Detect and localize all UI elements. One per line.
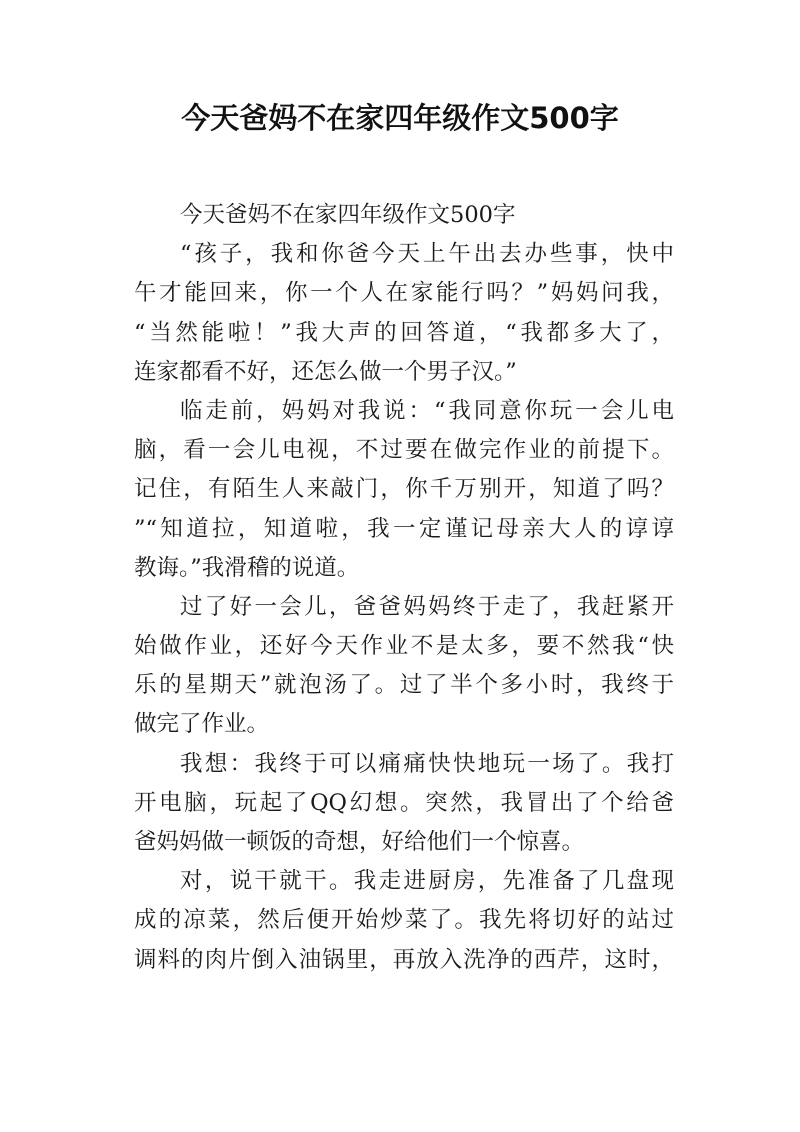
text-line: 做完了作业。 [134, 711, 270, 738]
text-line: 临走前，妈妈对我说：“我同意你玩一会儿电 [180, 397, 674, 424]
text-line: 我想：我终于可以痛痛快快地玩一场了。我打 [180, 750, 674, 777]
text-line: ”“知道拉，知道啦，我一定谨记母亲大人的谆谆 [134, 515, 674, 542]
text-line: 成的凉菜，然后便开始炒菜了。我先将切好的站过 [134, 907, 674, 934]
text-line: 教诲。”我滑稽的说道。 [134, 554, 360, 581]
text-line: 记住，有陌生人来敲门，你千万别开，知道了吗？ [134, 476, 674, 503]
text-line: 乐的星期天”就泡汤了。过了半个多小时，我终于 [134, 672, 674, 699]
text-line: 今天爸妈不在家四年级作文500字 [180, 202, 516, 228]
text-line: 爸妈妈做一顿饭的奇想，好给他们一个惊喜。 [134, 829, 585, 855]
text-line: 调料的肉片倒入油锅里，再放入洗净的西芹，这时， [134, 946, 674, 973]
text-line: 开电脑，玩起了QQ幻想。突然，我冒出了个给爸 [134, 789, 674, 816]
text-line: “孩子，我和你爸今天上午出去办些事，快中 [180, 241, 674, 268]
text-line: 午才能回来，你一个人在家能行吗？”妈妈问我， [134, 280, 674, 307]
text-line: 连家都看不好，还怎么做一个男子汉。” [134, 358, 517, 385]
text-line: 始做作业，还好今天作业不是太多，要不然我“快 [134, 633, 674, 660]
text-line: 脑，看一会儿电视，不过要在做完作业的前提下。 [134, 437, 674, 464]
text-line: “当然能啦！”我大声的回答道，“我都多大了， [134, 319, 674, 346]
text-line: 对，说干就干。我走进厨房，先准备了几盘现 [180, 868, 674, 895]
text-line: 过了好一会儿，爸爸妈妈终于走了，我赶紧开 [180, 593, 674, 620]
page-title: 今天爸妈不在家四年级作文500字 [181, 101, 619, 135]
article-body [134, 196, 674, 980]
